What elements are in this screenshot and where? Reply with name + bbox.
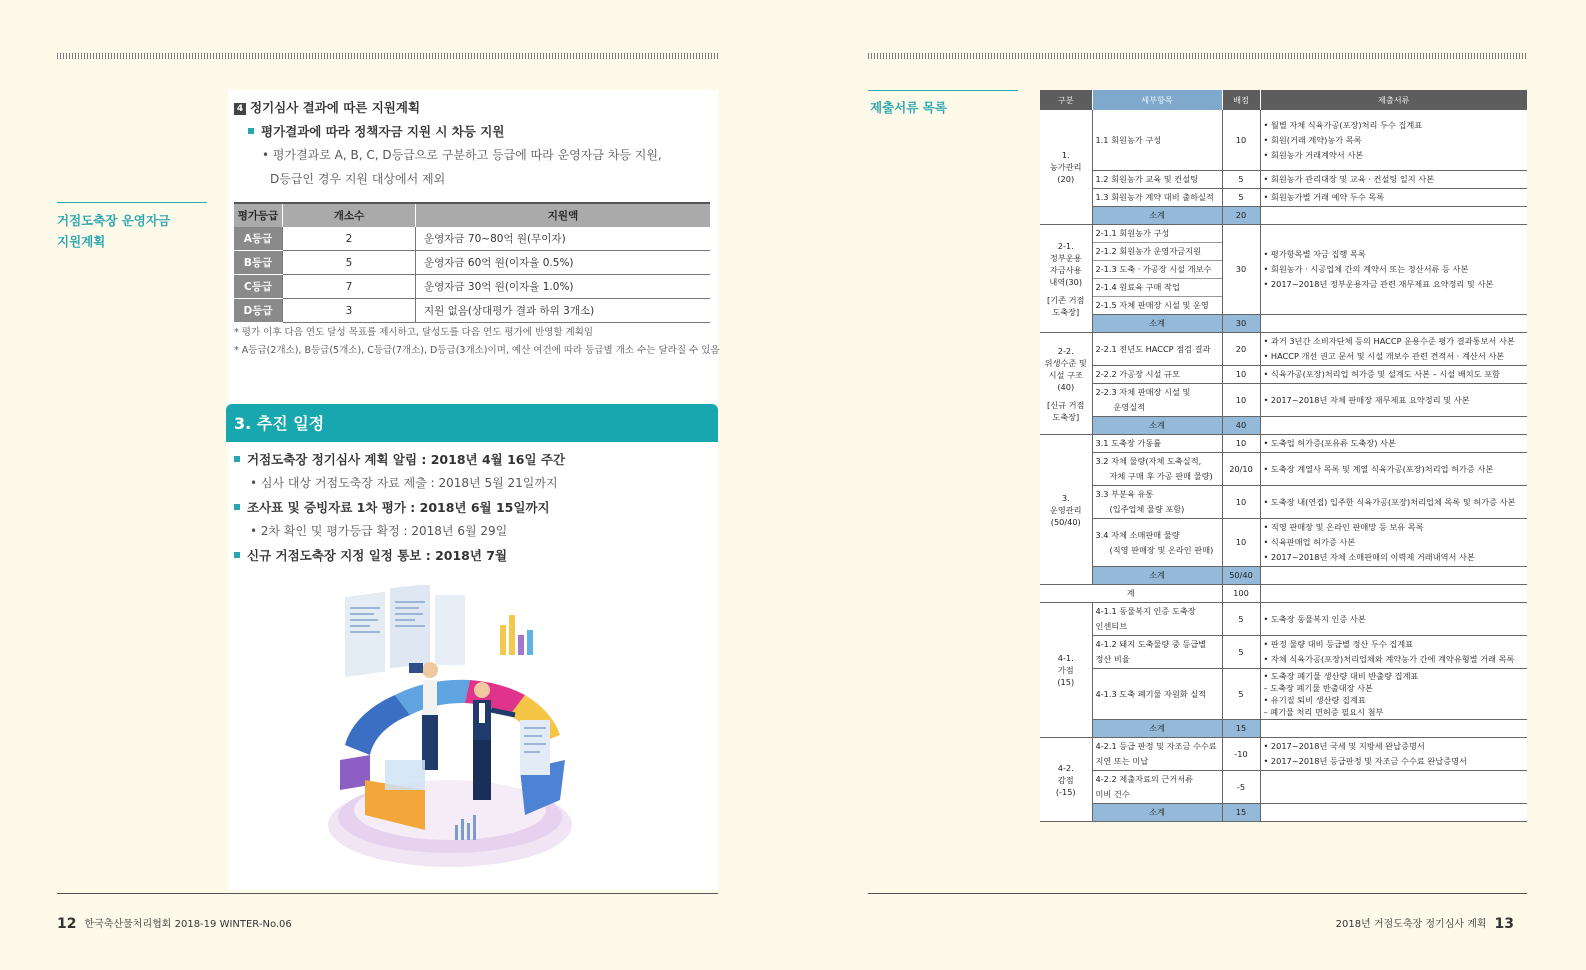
- square-bullet-icon: [234, 552, 240, 558]
- detail-line: 4-1.1 동물복지 인증 도축장: [1095, 606, 1196, 616]
- section-number-box: 4: [234, 103, 246, 115]
- count-cell: 5: [283, 251, 416, 275]
- page-number-left: 12: [57, 916, 77, 932]
- subtotal-label: 소계: [1092, 417, 1222, 435]
- detail-line: 4-2.1 등급 판정 및 자조금 수수료: [1095, 741, 1217, 751]
- doc-line: – 폐기물 처리 면허증 필요시 첨부: [1263, 707, 1384, 717]
- cat-line: 2-2.: [1057, 345, 1074, 356]
- category-cell: [1040, 333, 1092, 435]
- subtotal-score: 15: [1222, 804, 1260, 822]
- footer-right-text: 2018년 거점도축장 정기심사 계획: [1335, 919, 1487, 930]
- doc-line: • 2017~2018년 국세 및 지방세 완납증명서: [1263, 741, 1425, 751]
- subtotal-score: 15: [1222, 720, 1260, 738]
- grade-cell: B등급: [234, 251, 283, 275]
- footnote-2: * A등급(2개소), B등급(5개소), C등급(7개소), D등급(3개소)이며, 예산 여건에 따라 등급별 개소 수는 달라질 수 있음: [234, 345, 720, 356]
- doc-line: • 과거 3년간 소비자단체 등의 HACCP 운용수준 평가 결과통보서 사본: [1263, 336, 1515, 346]
- detail-cell: [1092, 636, 1222, 669]
- table-row: [234, 299, 710, 323]
- doc-line: • 도축장 폐기물 생산량 대비 반출량 집계표: [1263, 671, 1419, 681]
- subtotal-row: [1040, 417, 1527, 435]
- side-title-line1: 거점도축장 운영자금: [57, 213, 171, 228]
- detail-line: 자체 구매 후 가공 판매 물량): [1109, 471, 1213, 481]
- table-row: [1040, 189, 1527, 207]
- docs-cell: • 2017~2018년 자체 판매장 재무제표 요약정리 및 사본: [1260, 384, 1527, 417]
- cat-line: 가점: [1057, 665, 1074, 675]
- detail-line: (입주업체 물량 포함): [1109, 504, 1185, 514]
- empty-cell: [1260, 585, 1527, 603]
- detail-cell: [1092, 225, 1222, 315]
- table-row: [1040, 771, 1527, 804]
- doc-line: • 2017~2018년 자체 소매판매의 이력제 거래내역서 사본: [1263, 552, 1475, 562]
- doc-line: • 식육판매업 허가증 사본: [1263, 537, 1356, 547]
- count-cell: 2: [283, 227, 416, 251]
- docs-cell: • 도축장 계열사 목록 및 계열 식육가공(포장)처리업 허가증 사본: [1260, 453, 1527, 486]
- cat-line: [기존 거점: [1047, 294, 1085, 305]
- table-row: [1040, 333, 1527, 366]
- detail-line: 2-1.3 도축 · 가공장 시설 개보수: [1093, 261, 1222, 279]
- empty-cell: [1260, 417, 1527, 435]
- subtotal-row: [1040, 567, 1527, 585]
- table-row: [1040, 519, 1527, 567]
- docs-cell: • 도축장 동물복지 인증 사본: [1260, 603, 1527, 636]
- square-bullet-icon: [234, 456, 240, 462]
- grade-cell: C등급: [234, 275, 283, 299]
- subtotal-score: 20: [1222, 207, 1260, 225]
- detail-cell: 2-2.2 가공장 시설 규모: [1092, 366, 1222, 384]
- docs-cell: [1260, 738, 1527, 771]
- doc-line: • 2017~2018년 정부운용자금 관련 재무제표 요약정리 및 사본: [1263, 279, 1494, 289]
- schedule-item-2-text: 조사표 및 증빙자료 1차 평가 : 2018년 6월 15일까지: [247, 500, 550, 515]
- cat-line: (40): [1057, 381, 1075, 392]
- category-cell: [1040, 225, 1092, 333]
- schedule-banner-title: 3. 추진 일정: [234, 414, 325, 433]
- subtotal-label: 소계: [1092, 207, 1222, 225]
- cat-line: 운영관리: [1049, 504, 1082, 515]
- cat-line: 1.: [1061, 150, 1070, 160]
- cat-line: 자금사용: [1049, 264, 1082, 275]
- cat-line: (-15): [1055, 786, 1076, 797]
- side-title-line2: 지원계획: [57, 234, 106, 249]
- schedule-banner: [226, 404, 718, 442]
- score-cell: 5: [1222, 603, 1260, 636]
- detail-line: 2-1.1 회원농가 구성: [1093, 225, 1222, 243]
- detail-cell: 4-1.3 도축 폐기물 자원화 실적: [1092, 669, 1222, 720]
- category-cell: [1040, 110, 1092, 225]
- detail-line: (직영 판매장 및 온라인 판매): [1109, 544, 1214, 555]
- score-cell: 10: [1222, 486, 1260, 519]
- detail-line: 인센티브: [1095, 621, 1128, 631]
- docs-cell: • 회원농가 관리대장 및 교육 · 컨설팅 일지 사본: [1260, 171, 1527, 189]
- schedule-item-2: [234, 498, 550, 516]
- subtotal-row: [1040, 315, 1527, 333]
- section-heading: [234, 98, 420, 116]
- docs-cell: [1260, 333, 1527, 366]
- schedule-item-1-text: 거점도축장 정기심사 계획 알림 : 2018년 4월 16일 주간: [247, 452, 566, 467]
- detail-line: 지연 또는 미납: [1095, 756, 1149, 766]
- table-row: [1040, 669, 1527, 720]
- total-row: [1040, 585, 1527, 603]
- doc-line: • 회원농가 · 시공업체 간의 계약서 또는 정산서류 등 사본: [1263, 264, 1469, 274]
- schedule-sub-1: • 심사 대상 거점도축장 자료 제출 : 2018년 5월 21일까지: [250, 476, 558, 490]
- footer-right: [1336, 915, 1514, 932]
- category-cell: [1040, 603, 1092, 738]
- doc-line: • 자체 식육가공(포장)처리업체와 계약농가 간에 계약유형별 거래 목록: [1263, 654, 1515, 664]
- detail-line: 정산 비율: [1095, 654, 1130, 664]
- docs-title: 제출서류 목록: [870, 100, 947, 115]
- docs-cell: [1260, 110, 1527, 171]
- cat-line: 위생수준 및: [1044, 357, 1087, 368]
- detail-line: 운영실적: [1113, 402, 1146, 412]
- business-data-illustration: [325, 585, 585, 875]
- cat-line: 4-1.: [1057, 653, 1074, 663]
- grade-cell: D등급: [234, 299, 283, 323]
- table-row: [1040, 738, 1527, 771]
- empty-cell: [1260, 720, 1527, 738]
- table-row: [1040, 603, 1527, 636]
- doc-line: • 회원(거래 계약)농가 목록: [1263, 134, 1362, 145]
- score-cell: 10: [1222, 435, 1260, 453]
- detail-line: 미비 건수: [1095, 789, 1130, 799]
- top-dotted-line-right: [868, 53, 1527, 59]
- grade-table-header: [234, 203, 710, 227]
- schedule-sub-2: • 2차 확인 및 평가등급 확정 : 2018년 6월 29일: [250, 524, 508, 538]
- docs-cell: • 도축업 허가증(포유류 도축장) 사본: [1260, 435, 1527, 453]
- page-number-right: 13: [1494, 916, 1514, 932]
- doc-line: • 2017~2018년 등급판정 및 자조금 수수료 완납증명서: [1263, 756, 1467, 766]
- table-row: [1040, 171, 1527, 189]
- detail-line: 4-2.2 제출자료의 근거서류: [1095, 774, 1194, 784]
- cat-line: (20): [1057, 174, 1075, 184]
- detail-line: 3.3 부분육 유통: [1095, 489, 1154, 499]
- cat-line: (15): [1057, 677, 1075, 687]
- table-row: [1040, 110, 1527, 171]
- docs-title-rule: [868, 90, 1018, 91]
- sub-text-2: D등급인 경우 지원 대상에서 제외: [270, 172, 446, 186]
- empty-cell: [1260, 567, 1527, 585]
- cat-line: 정부운용: [1049, 252, 1082, 263]
- table-row: [234, 251, 710, 275]
- docs-cell: [1260, 636, 1527, 669]
- docs-cell: [1260, 519, 1527, 567]
- submission-docs-table: [1040, 90, 1527, 822]
- detail-cell: 1.3 회원농가 계약 대비 출하실적: [1092, 189, 1222, 207]
- detail-cell: [1092, 453, 1222, 486]
- cat-line: 3.: [1061, 492, 1070, 503]
- score-cell: 5: [1222, 189, 1260, 207]
- score-cell: 10: [1222, 366, 1260, 384]
- bottom-rule-right: [868, 893, 1527, 894]
- table-row: [234, 275, 710, 299]
- cat-line: (50/40): [1050, 516, 1081, 527]
- bullet-heading: [248, 122, 504, 140]
- detail-line: 2-1.4 원료육 구매 작업: [1093, 279, 1222, 297]
- detail-line: 3.2 자체 물량(자체 도축실적,: [1095, 456, 1202, 466]
- table-row: [1040, 435, 1527, 453]
- detail-line: 2-1.5 자체 판매장 시설 및 운영: [1095, 300, 1209, 310]
- schedule-item-1: [234, 450, 565, 468]
- section-heading-text: 정기심사 결과에 따른 지원계획: [250, 100, 421, 115]
- schedule-item-3: [234, 546, 507, 564]
- docs-cell: • 도축장 내(연접) 입주한 식육가공(포장)처리업체 목록 및 허가증 사본: [1260, 486, 1527, 519]
- empty-cell: [1260, 804, 1527, 822]
- footer-left: [57, 915, 292, 932]
- cat-line: 감점: [1057, 774, 1074, 785]
- schedule-item-3-text: 신규 거점도축장 지정 일정 통보 : 2018년 7월: [247, 548, 508, 563]
- total-label: 계: [1040, 585, 1222, 603]
- score-cell: 5: [1222, 636, 1260, 669]
- docs-cell: • 식육가공(포장)처리업 허가증 및 설계도 사본 – 시설 배치도 포함: [1260, 366, 1527, 384]
- subtotal-label: 소계: [1092, 720, 1222, 738]
- table-row: [1040, 384, 1527, 417]
- detail-cell: [1092, 738, 1222, 771]
- support-cell: 운영자금 30억 원(이자율 1.0%): [416, 275, 711, 299]
- header-support: 지원액: [416, 203, 711, 227]
- side-title: [57, 210, 207, 252]
- table-row: [1040, 366, 1527, 384]
- square-bullet-icon: [248, 128, 254, 134]
- score-cell: 10: [1222, 110, 1260, 171]
- grade-table: [234, 202, 710, 323]
- cat-line: 4-2.: [1057, 762, 1074, 773]
- header-grade: 평가등급: [234, 203, 283, 227]
- subtotal-row: [1040, 804, 1527, 822]
- header-category: 구분: [1040, 90, 1092, 110]
- cat-line: 도축장]: [1052, 411, 1080, 422]
- score-cell: 10: [1222, 519, 1260, 567]
- doc-line: • 유기질 퇴비 생산량 집계표: [1263, 695, 1366, 705]
- cat-line: 내역(30): [1049, 276, 1083, 287]
- detail-cell: 1.2 회원농가 교육 및 컨설팅: [1092, 171, 1222, 189]
- empty-cell: [1260, 771, 1527, 804]
- docs-cell: [1260, 669, 1527, 720]
- subtotal-score: 50/40: [1222, 567, 1260, 585]
- detail-line: 4-1.2 돼지 도축물량 중 등급별: [1095, 639, 1207, 649]
- footer-left-text: 한국축산물처리협회 2018-19 WINTER-No.06: [84, 919, 292, 930]
- detail-cell: [1092, 384, 1222, 417]
- score-cell: 30: [1222, 225, 1260, 315]
- doc-line: • 평가항목별 자금 집행 목록: [1263, 249, 1366, 259]
- subtotal-score: 30: [1222, 315, 1260, 333]
- sub-text-1: • 평가결과로 A, B, C, D등급으로 구분하고 등급에 따라 운영자금 차등 지원,: [262, 148, 662, 162]
- cat-line: 2-1.: [1057, 240, 1074, 251]
- doc-line: • 회원농가 거래계약서 사본: [1263, 149, 1364, 160]
- docs-header: [1040, 90, 1527, 110]
- support-cell: 운영자금 70~80억 원(무이자): [416, 227, 711, 251]
- score-cell: -5: [1222, 771, 1260, 804]
- detail-line: 2-2.3 자체 판매장 시설 및: [1095, 387, 1191, 397]
- cat-line: 시설 구조: [1048, 369, 1083, 380]
- subtotal-label: 소계: [1092, 315, 1222, 333]
- count-cell: 7: [283, 275, 416, 299]
- score-cell: 20/10: [1222, 453, 1260, 486]
- table-row: [1040, 636, 1527, 669]
- docs-cell: [1260, 225, 1527, 315]
- table-row: [1040, 225, 1527, 315]
- doc-line: • HACCP 개선 권고 문서 및 시설 개보수 관련 견적서 · 계산서 사본: [1263, 351, 1505, 361]
- cat-line: [신규 거점: [1047, 399, 1085, 410]
- category-cell: [1040, 435, 1092, 585]
- category-cell: [1040, 738, 1092, 822]
- side-title-rule: [57, 202, 207, 203]
- bullet-heading-text: 평가결과에 따라 정책자금 지원 시 차등 지원: [261, 124, 505, 139]
- detail-line: 3.4 자체 소매판매 물량: [1095, 529, 1180, 540]
- subtotal-score: 40: [1222, 417, 1260, 435]
- cat-line: 농가관리: [1049, 162, 1082, 172]
- docs-cell: • 회원농가별 거래 예약 두수 목록: [1260, 189, 1527, 207]
- detail-cell: [1092, 486, 1222, 519]
- header-count: 개소수: [283, 203, 416, 227]
- empty-cell: [1260, 315, 1527, 333]
- score-cell: 20: [1222, 333, 1260, 366]
- footnote-1: * 평가 이후 다음 연도 달성 목표를 제시하고, 달성도를 다음 연도 평가에 반영할 계획임: [234, 327, 594, 338]
- doc-line: – 도축장 폐기물 반출대장 사본: [1263, 683, 1373, 693]
- detail-cell: 2-2.1 전년도 HACCP 점검 결과: [1092, 333, 1222, 366]
- detail-cell: 3.1 도축장 가동률: [1092, 435, 1222, 453]
- table-row: [1040, 453, 1527, 486]
- score-cell: 5: [1222, 669, 1260, 720]
- score-cell: -10: [1222, 738, 1260, 771]
- support-cell: 지원 없음(상대평가 결과 하위 3개소): [416, 299, 711, 323]
- cat-line: 도축장]: [1052, 306, 1080, 317]
- header-documents: 제출서류: [1260, 90, 1527, 110]
- subtotal-row: [1040, 720, 1527, 738]
- doc-line: • 직영 판매장 및 온라인 판매망 등 보유 목록: [1263, 522, 1424, 532]
- subtotal-row: [1040, 207, 1527, 225]
- support-cell: 운영자금 60억 원(이자율 0.5%): [416, 251, 711, 275]
- square-bullet-icon: [234, 504, 240, 510]
- table-row: [234, 227, 710, 251]
- top-dotted-line-left: [57, 53, 718, 59]
- header-score: 배점: [1222, 90, 1260, 110]
- grade-cell: A등급: [234, 227, 283, 251]
- score-cell: 5: [1222, 171, 1260, 189]
- detail-cell: 1.1 회원농가 구성: [1092, 110, 1222, 171]
- subtotal-label: 소계: [1092, 804, 1222, 822]
- bottom-rule-left: [57, 893, 718, 894]
- detail-line: 2-1.2 회원농가 운영자금지원: [1093, 243, 1222, 261]
- subtotal-label: 소계: [1092, 567, 1222, 585]
- header-detail: 세부항목: [1092, 90, 1222, 110]
- count-cell: 3: [283, 299, 416, 323]
- empty-cell: [1260, 207, 1527, 225]
- total-score: 100: [1222, 585, 1260, 603]
- score-cell: 10: [1222, 384, 1260, 417]
- detail-cell: [1092, 603, 1222, 636]
- doc-line: • 월별 자체 식육가공(포장)처리 두수 집계표: [1263, 119, 1423, 130]
- detail-cell: [1092, 771, 1222, 804]
- table-row: [1040, 486, 1527, 519]
- doc-line: • 판정 물량 대비 등급별 정산 두수 집계표: [1263, 639, 1414, 649]
- detail-cell: [1092, 519, 1222, 567]
